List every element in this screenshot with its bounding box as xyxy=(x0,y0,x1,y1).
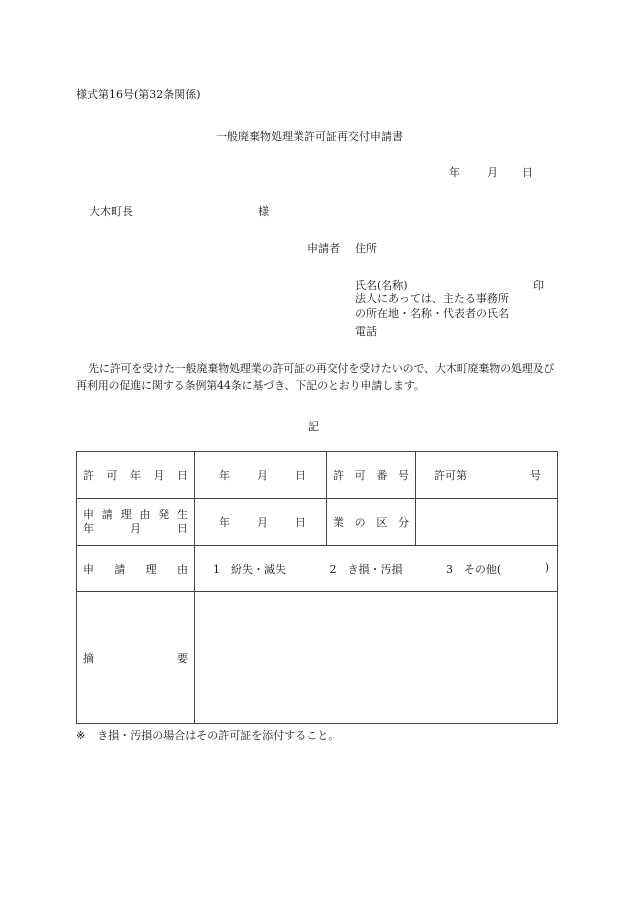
business-type-label-cell xyxy=(327,499,416,546)
footnote-text: き損・汚損の場合はその許可証を添付すること。 xyxy=(97,729,340,742)
addressee-honorific: 様 xyxy=(258,205,269,218)
reason-date-label-char: 発 xyxy=(158,508,170,521)
permit-number-label-char: 許 xyxy=(333,469,344,482)
reason-date-day: 日 xyxy=(295,516,306,529)
reason-date-month: 月 xyxy=(257,516,268,529)
reason-option-other[interactable]: 3 その他( xyxy=(445,562,502,576)
reason-label-char: 請 xyxy=(114,562,126,576)
reason-option-damaged[interactable]: 2 き損・汚損 xyxy=(329,562,403,576)
permit-number-label-char: 番 xyxy=(376,469,388,482)
permit-date-month: 月 xyxy=(257,469,268,482)
addressee-name: 大木町長 xyxy=(89,205,133,218)
business-type-label-char: 分 xyxy=(397,516,409,529)
corporate-note xyxy=(355,291,535,321)
date-month-label: 月 xyxy=(487,166,498,179)
applicant-label: 申請者 xyxy=(307,242,340,255)
table-row xyxy=(77,546,558,592)
permit-date-day: 日 xyxy=(295,469,306,482)
permit-number-label-char: 可 xyxy=(354,469,366,482)
reason-option-lost[interactable]: 1 紛失・滅失 xyxy=(213,562,286,576)
document-title: 一般廃棄物処理業許可証再交付申請書 xyxy=(216,130,403,143)
reason-date-label-char: 月 xyxy=(130,522,141,535)
applicant-address-label: 住所 xyxy=(355,242,377,255)
summary-input-cell[interactable] xyxy=(195,592,558,724)
table-row xyxy=(77,499,558,546)
permit-date-label-char: 可 xyxy=(106,469,118,482)
reason-date-label-char: 生 xyxy=(176,508,188,521)
reason-date-label-char: 由 xyxy=(139,508,151,521)
permit-number-suffix: 号 xyxy=(530,469,541,482)
reason-options-cell[interactable] xyxy=(195,546,558,592)
reason-date-label-char: 申 xyxy=(83,508,94,521)
reason-date-input-cell[interactable] xyxy=(195,499,327,546)
applicant-phone-label: 電話 xyxy=(355,325,377,338)
summary-label-char: 摘 xyxy=(83,651,94,665)
permit-number-input-cell[interactable] xyxy=(416,452,558,499)
business-type-label-char: 業 xyxy=(333,516,344,529)
permit-date-label-char: 月 xyxy=(153,469,165,482)
permit-number-label-char: 号 xyxy=(397,469,409,482)
permit-number-prefix: 許可第 xyxy=(434,469,467,482)
footnote-mark: ※ xyxy=(76,729,86,742)
summary-label-cell xyxy=(77,592,195,724)
application-table xyxy=(76,451,558,724)
reason-label-char: 申 xyxy=(83,562,94,576)
footnote xyxy=(76,727,339,743)
reason-label-char: 理 xyxy=(145,562,157,576)
table-row xyxy=(77,592,558,724)
reason-label-char: 由 xyxy=(176,562,188,576)
date-year-label: 年 xyxy=(449,166,460,179)
permit-date-input-cell[interactable] xyxy=(195,452,327,499)
table-row xyxy=(77,452,558,499)
seal-mark: 印 xyxy=(533,279,544,292)
ki-heading: 記 xyxy=(308,420,319,433)
form-number: 様式第16号(第32条関係) xyxy=(76,88,201,101)
summary-label-char: 要 xyxy=(177,651,188,665)
reason-date-label-char: 年 xyxy=(83,522,94,535)
permit-date-label-char: 日 xyxy=(177,469,188,482)
permit-date-label-char: 許 xyxy=(83,469,94,482)
reason-date-label-char: 理 xyxy=(120,508,132,521)
reason-option-other-close: ) xyxy=(544,560,549,574)
permit-number-label-cell xyxy=(327,452,416,499)
reason-date-label-char: 請 xyxy=(101,508,113,521)
business-type-input-cell[interactable] xyxy=(416,499,558,546)
reason-date-label-cell xyxy=(77,499,195,546)
applicant-name-label: 氏名(名称) xyxy=(355,279,408,292)
permit-date-label-cell xyxy=(77,452,195,499)
date-day-label: 日 xyxy=(522,166,533,179)
reason-date-year: 年 xyxy=(219,516,230,529)
corporate-note-line-1: 法人にあっては、主たる事務所 xyxy=(355,292,509,305)
permit-date-year: 年 xyxy=(219,469,230,482)
reason-date-label-char: 日 xyxy=(177,522,188,535)
corporate-note-line-2: の所在地・名称・代表者の氏名 xyxy=(355,307,509,320)
business-type-label-char: 区 xyxy=(376,516,388,529)
application-statement: 先に許可を受けた一般廃棄物処理業の許可証の再交付を受けたいので、大木町廃棄物の処理及び再利用の促進に関する条例第44条に基づき、下記のとおり申請します。 xyxy=(76,362,555,392)
reason-label-cell xyxy=(77,546,195,592)
business-type-label-char: の xyxy=(354,516,366,529)
permit-date-label-char: 年 xyxy=(130,469,141,482)
